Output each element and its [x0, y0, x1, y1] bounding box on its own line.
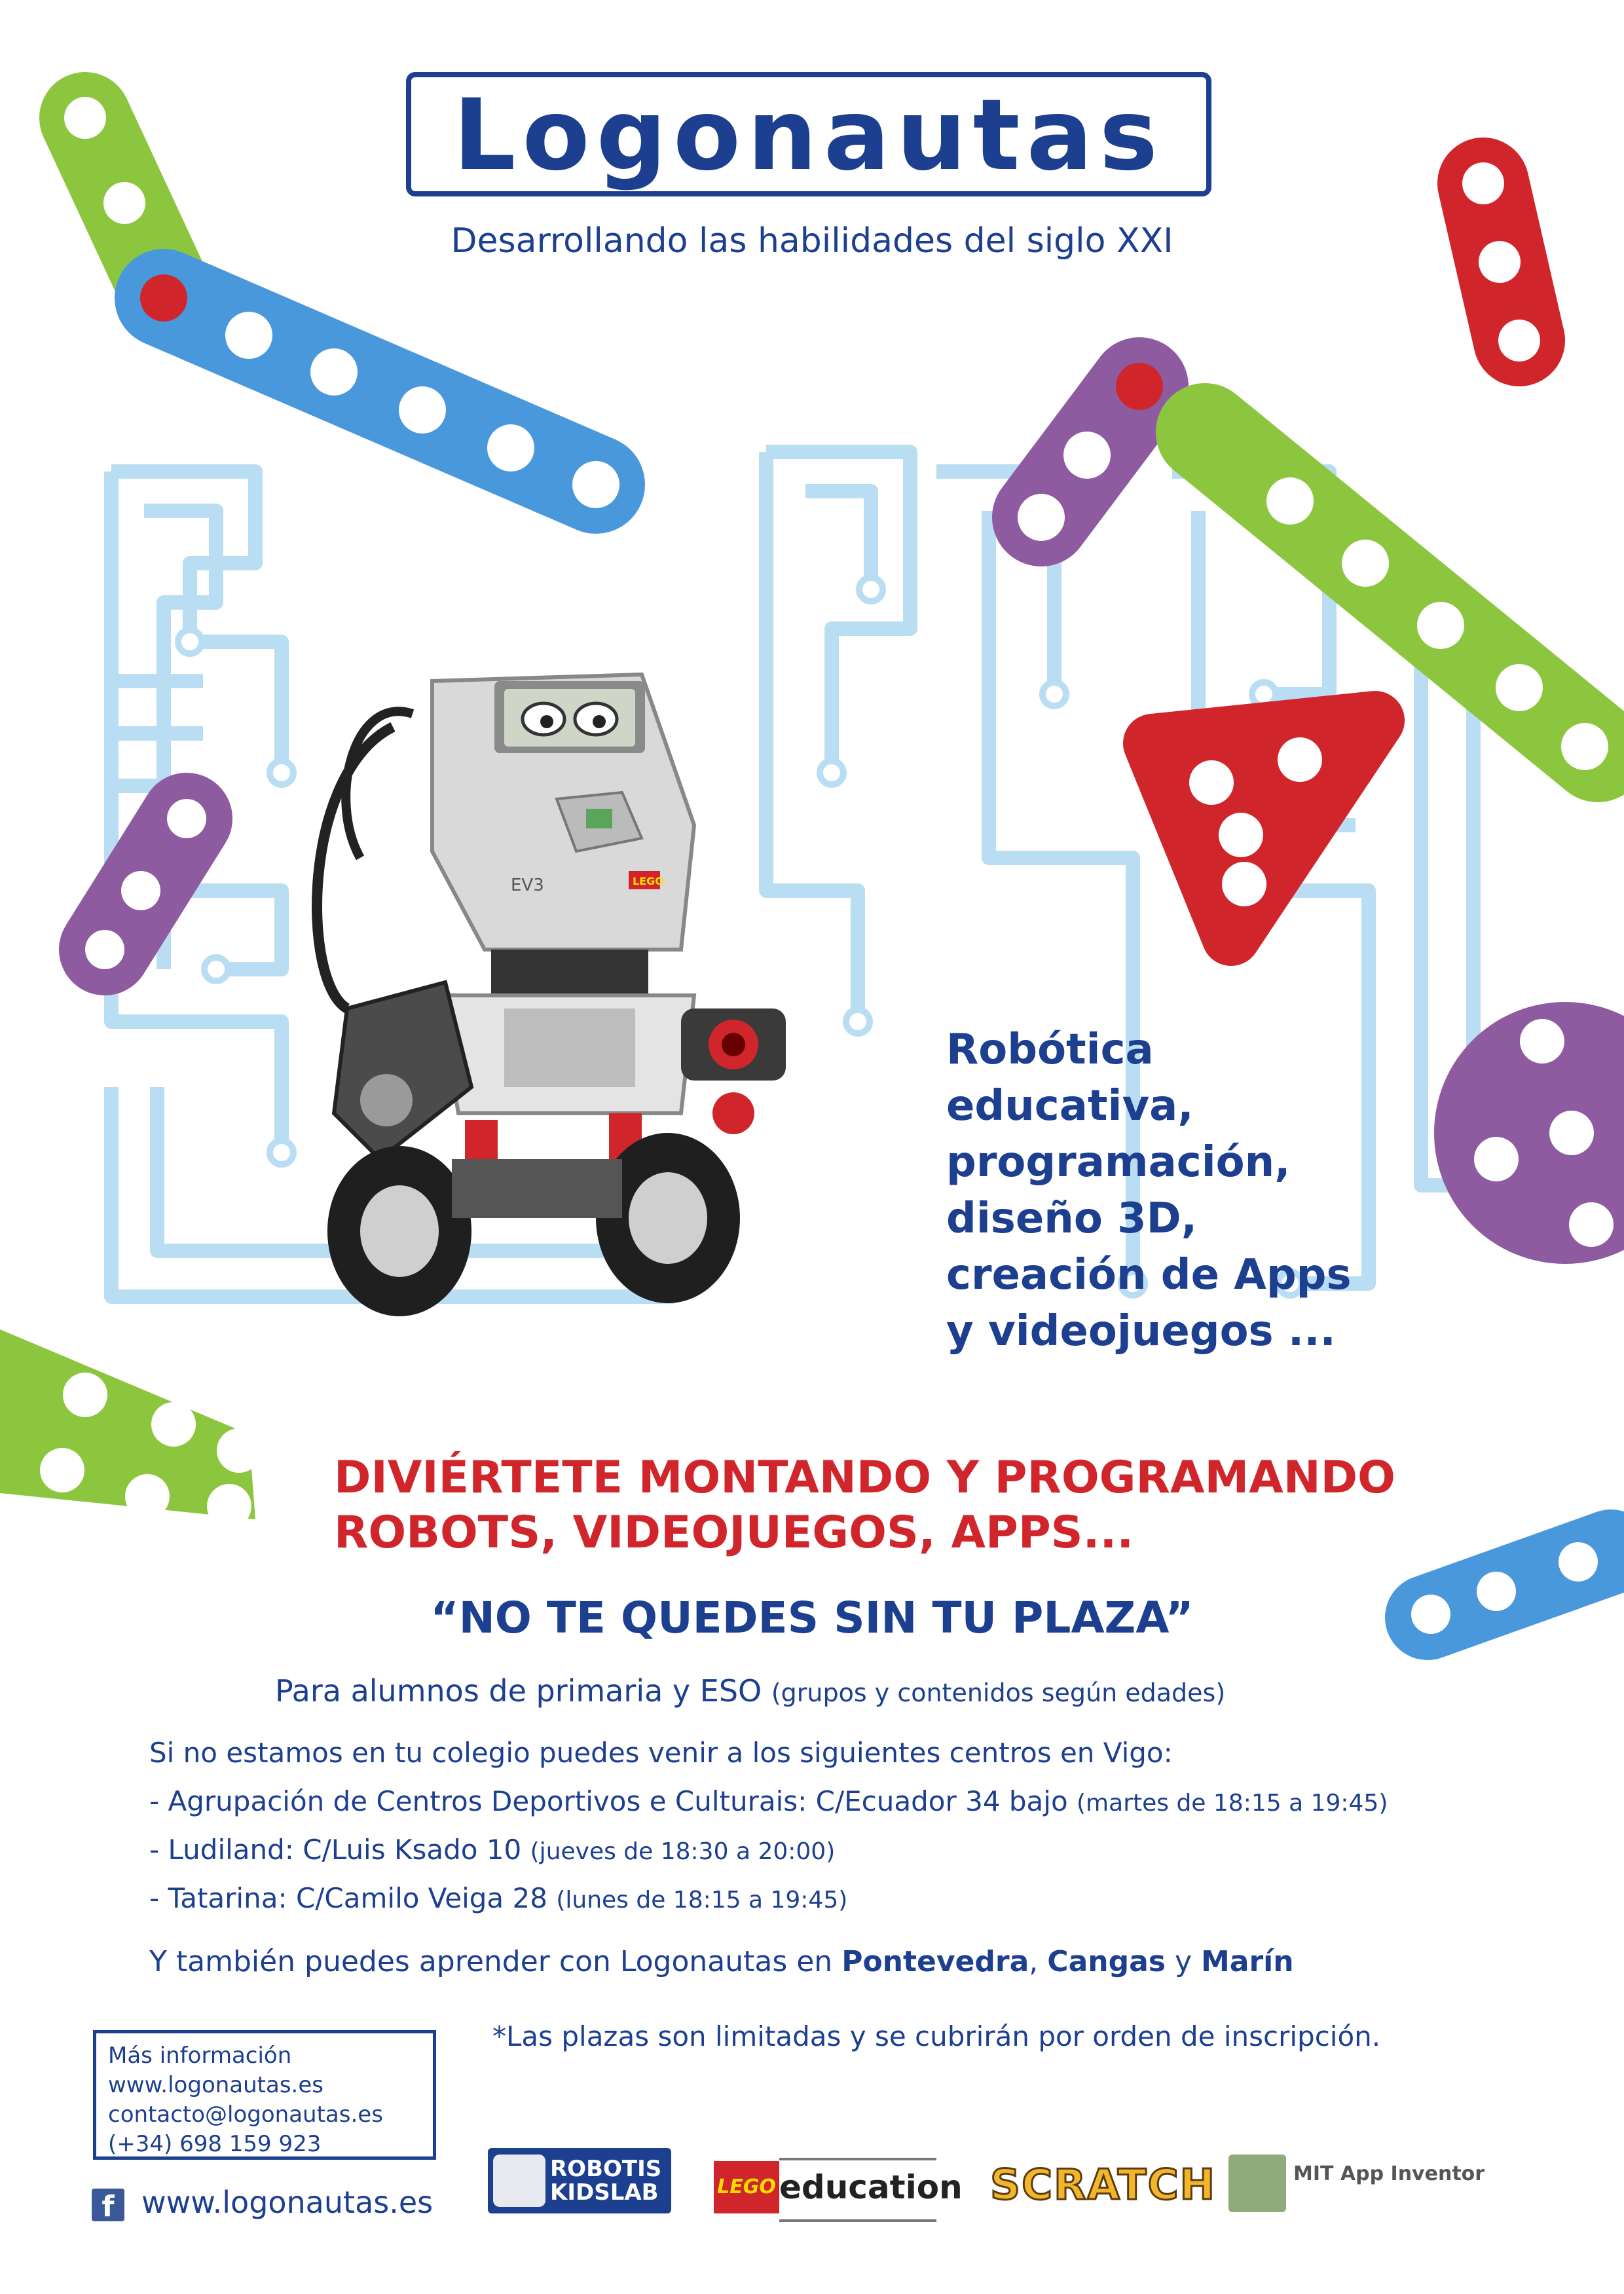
city-separator: , [1029, 1945, 1048, 1978]
lego-logo: LEGO [714, 2161, 779, 2213]
headline [334, 1451, 1513, 1561]
green-plate-bottom-left [0, 1329, 261, 1528]
feature-line: Robótica [946, 1026, 1154, 1074]
lego-education-text: education [779, 2158, 936, 2222]
ev3-brick [432, 675, 694, 950]
places-note: *Las plazas son limitadas y se cubrirán por orden de inscripción. [492, 2020, 1381, 2052]
ev3-robot-illustration [275, 642, 877, 1362]
contact-box [93, 2030, 436, 2160]
feature-line: educativa, [946, 1082, 1194, 1130]
slogan-quote: “NO TE QUEDES SIN TU PLAZA” [430, 1593, 1194, 1643]
centre-item [149, 1826, 1557, 1874]
feature-line: programación, [946, 1138, 1291, 1187]
contact-title: Más información [108, 2043, 292, 2069]
tagline: Desarrollando las habilidades del siglo XXI [451, 221, 1173, 261]
robotis-line-2: KIDSLAB [550, 2179, 659, 2206]
centres-intro: Si no estamos en tu colegio puedes venir a los siguientes centros en Vigo: [149, 1737, 1173, 1769]
audience-main: Para alumnos de primaria y ESO [275, 1673, 762, 1709]
centre-item [149, 1777, 1557, 1826]
feature-line: creación de Apps [946, 1251, 1352, 1299]
city-and: y [1165, 1945, 1201, 1978]
centre-hours: (martes de 18:15 a 19:45) [1077, 1790, 1388, 1817]
contact-email[interactable]: contacto@logonautas.es [108, 2101, 383, 2128]
purple-strip-right [1018, 363, 1163, 541]
scratch-logo: SCRATCH [990, 2161, 1217, 2210]
ev3-brand: LEGO [633, 875, 664, 887]
audience-line [275, 1673, 1454, 1709]
robotis-kidslab-logo [488, 2148, 671, 2213]
red-strip-top-right [1462, 162, 1540, 361]
logo-wordmark: Logonautas [452, 79, 1165, 193]
contact-website[interactable]: www.logonautas.es [108, 2072, 323, 2098]
audience-note: (grupos y contenidos según edades) [771, 1678, 1226, 1707]
purple-strip-left [85, 799, 206, 969]
robotis-mascot-icon [493, 2155, 545, 2207]
features-list [946, 1022, 1405, 1360]
ev3-label: EV3 [511, 876, 544, 895]
centre-place: - Tatarina: C/Camilo Veiga 28 [149, 1882, 547, 1914]
contact-phone: (+34) 698 159 923 [108, 2131, 322, 2157]
feature-line: diseño 3D, [946, 1194, 1198, 1243]
mit-app-inventor-icon [1228, 2155, 1286, 2212]
headline-line-2: ROBOTS, VIDEOJUEGOS, APPS... [334, 1507, 1134, 1559]
centre-place: - Ludiland: C/Luis Ksado 10 [149, 1834, 522, 1866]
other-locations-prefix: Y también puedes aprender con Logonautas en [149, 1945, 833, 1978]
other-locations [149, 1945, 1524, 1978]
blue-strip-top-left [140, 274, 619, 508]
feature-line: y videojuegos ... [946, 1307, 1336, 1356]
centre-item [149, 1874, 1557, 1923]
centre-place: - Agrupación de Centros Deportivos e Culturais: C/Ecuador 34 bajo [149, 1785, 1068, 1817]
centre-hours: (jueves de 18:30 a 20:00) [530, 1838, 836, 1865]
red-triangle-piece [1153, 720, 1375, 936]
facebook-link[interactable]: www.logonautas.es [141, 2185, 434, 2220]
facebook-icon: f [92, 2189, 124, 2221]
city-marin: Marín [1200, 1945, 1294, 1978]
purple-disc-right [1434, 1002, 1624, 1264]
mit-app-inventor-text: MIT App Inventor [1293, 2162, 1485, 2185]
city-pontevedra: Pontevedra [841, 1945, 1029, 1978]
centre-hours: (lunes de 18:15 a 19:45) [556, 1887, 848, 1914]
city-cangas: Cangas [1047, 1945, 1166, 1978]
robotis-line-1: ROBOTIS [550, 2156, 662, 2182]
headline-line-1: DIVIÉRTETE MONTANDO Y PROGRAMANDO [334, 1452, 1395, 1504]
centres-section [149, 1729, 1557, 1923]
